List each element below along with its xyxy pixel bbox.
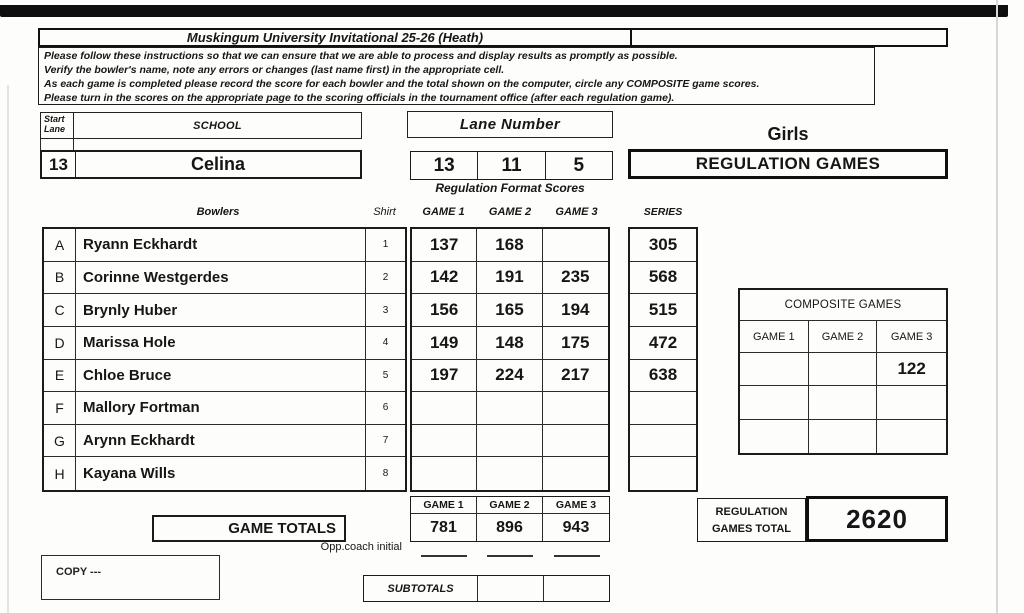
tournament-title: Muskingum University Invitational 25-26 (Heath) [40,30,632,45]
lane-number-row [410,151,613,180]
series-value [630,392,696,425]
instruction-line: Please follow these instructions so that we can ensure that we are able to process and display results as promptly as possible. [44,50,678,62]
copy-box: COPY --- [41,555,220,600]
game-score-cell: 191 [477,262,542,295]
game2-column-header: GAME 2 [488,206,532,218]
shirt-column-header: Shirt [373,206,396,218]
regulation-games-title: REGULATION GAMES [628,149,948,179]
game-score-cell: 217 [543,360,608,393]
game-score-cell [543,392,608,425]
lane-number-cell: 5 [573,154,585,176]
photo-edge-right [996,0,998,613]
instruction-line: Please turn in the scores on the appropriate page to the scoring officials in the tournament office (after each regulation game). [44,92,675,104]
game-score-cell [412,457,477,490]
school-value-row [40,150,362,179]
composite-score-cell [877,420,946,453]
series-value [630,457,696,490]
row-letter: H [44,457,76,490]
instruction-line: As each game is completed please record the score for each bowler and the total shown on the computer, circle any COMPOSITE game scores. [44,78,760,90]
row-letter: G [44,425,76,458]
top-black-bar [0,5,1008,17]
bowler-name: Brynly Huber [76,294,366,327]
lane-number-cell: 11 [478,152,545,179]
game-score-cell: 149 [412,327,477,360]
totals-game1-header: GAME 1 [411,497,477,514]
series-value: 472 [630,327,696,360]
series-column [628,227,698,492]
shirt-number: 8 [382,468,389,480]
row-letter: C [44,294,76,327]
totals-game2-header: GAME 2 [477,497,543,514]
shirt-number: 3 [366,294,405,327]
opp-coach-initial-label: Opp.coach initial [320,541,402,553]
composite-score-cell [740,386,809,419]
game-score-cell: 235 [543,262,608,295]
composite-score-cell [740,420,809,453]
game1-column-header: GAME 1 [422,206,465,218]
game-total-value: 943 [562,518,590,536]
row-letter: D [44,327,76,360]
game-score-cell [412,392,477,425]
game-score-cell [543,425,608,458]
row-letter: F [44,392,76,425]
series-value: 568 [630,262,696,295]
game-totals-block [410,496,610,542]
shirt-number: 1 [366,229,405,262]
division-group-label: Girls [767,124,809,144]
lane-number-header: Lane Number [407,111,613,138]
shirt-number: 2 [366,262,405,295]
game-score-cell: 197 [412,360,477,393]
initial-line [421,555,467,557]
instructions-box [38,47,875,105]
subtotals-label: SUBTOTALS [364,576,478,601]
lane-number-cell: 13 [411,152,478,179]
row-letter: E [44,360,76,393]
game-score-cell: 175 [543,327,608,360]
game-score-cell [477,392,542,425]
title-empty-cell [632,30,946,45]
shirt-number: 4 [366,327,405,360]
bowler-name: Ryann Eckhardt [76,229,366,262]
composite-score-cell [809,420,878,453]
series-column-header: SERIES [643,206,683,218]
bowler-name: Corinne Westgerdes [76,262,366,295]
bowler-table [42,227,407,492]
instruction-line: Verify the bowler's name, note any errors or changes (last name first) in the appropriate cell. [44,64,505,76]
game-score-cell: 148 [477,327,542,360]
game-score-cell [477,457,542,490]
bowler-name: Arynn Eckhardt [76,425,366,458]
game-score-cell: 137 [412,229,477,262]
school-label: SCHOOL [193,119,242,132]
game-score-cell: 142 [412,262,477,295]
composite-games-title: COMPOSITE GAMES [740,290,946,321]
initial-line [554,555,600,557]
game-total-value: 781 [411,514,477,541]
series-value: 638 [630,360,696,393]
school-name: Celina [190,154,246,174]
start-lane-label: Start Lane [41,113,74,138]
regulation-games-total-label: REGULATION GAMES TOTAL [697,498,806,542]
game-score-cell: 156 [412,294,477,327]
composite-score-cell [740,353,809,386]
composite-games-table [738,288,948,455]
series-value: 305 [630,229,696,262]
bowler-name: Chloe Bruce [76,360,366,393]
subtotals-row [363,575,610,602]
shirt-number: 5 [366,360,405,393]
game-scores-grid [410,227,610,492]
initial-line [487,555,533,557]
composite-game3-header: GAME 3 [877,321,946,353]
bowler-name: Mallory Fortman [76,392,366,425]
game-total-value: 896 [477,514,543,541]
row-letter: B [44,262,76,295]
start-lane-value: 13 [42,152,76,177]
school-gap-cell [40,139,74,150]
bowler-name: Kayana Wills [76,457,366,490]
regulation-format-caption: Regulation Format Scores [435,181,585,195]
game-score-cell: 168 [477,229,542,262]
row-letter: A [44,229,76,262]
regulation-games-total-value: 2620 [806,496,948,542]
bowlers-column-header: Bowlers [196,206,240,218]
composite-score-cell [877,386,946,419]
composite-game1-header: GAME 1 [740,321,809,353]
photo-edge-left [7,85,9,613]
subtotal-cell [478,576,544,601]
composite-score-cell: 122 [877,353,946,386]
composite-score-cell [809,386,878,419]
bowler-name: Marissa Hole [76,327,366,360]
shirt-number: 6 [366,392,405,425]
game-score-cell: 165 [477,294,542,327]
composite-score-cell [809,353,878,386]
series-value: 515 [630,294,696,327]
game-totals-label: GAME TOTALS [152,515,346,542]
game-score-cell: 224 [477,360,542,393]
school-header-row [40,112,362,139]
game3-column-header: GAME 3 [555,206,598,218]
totals-game3-header: GAME 3 [543,497,609,514]
subtotal-cell [544,576,609,601]
series-value [630,425,696,458]
game-score-cell [477,425,542,458]
game-score-cell [543,229,608,262]
shirt-number: 7 [366,425,405,458]
game-score-cell [543,457,608,490]
composite-game2-header: GAME 2 [809,321,878,353]
game-score-cell: 194 [543,294,608,327]
title-bar [38,28,948,47]
game-score-cell [412,425,477,458]
